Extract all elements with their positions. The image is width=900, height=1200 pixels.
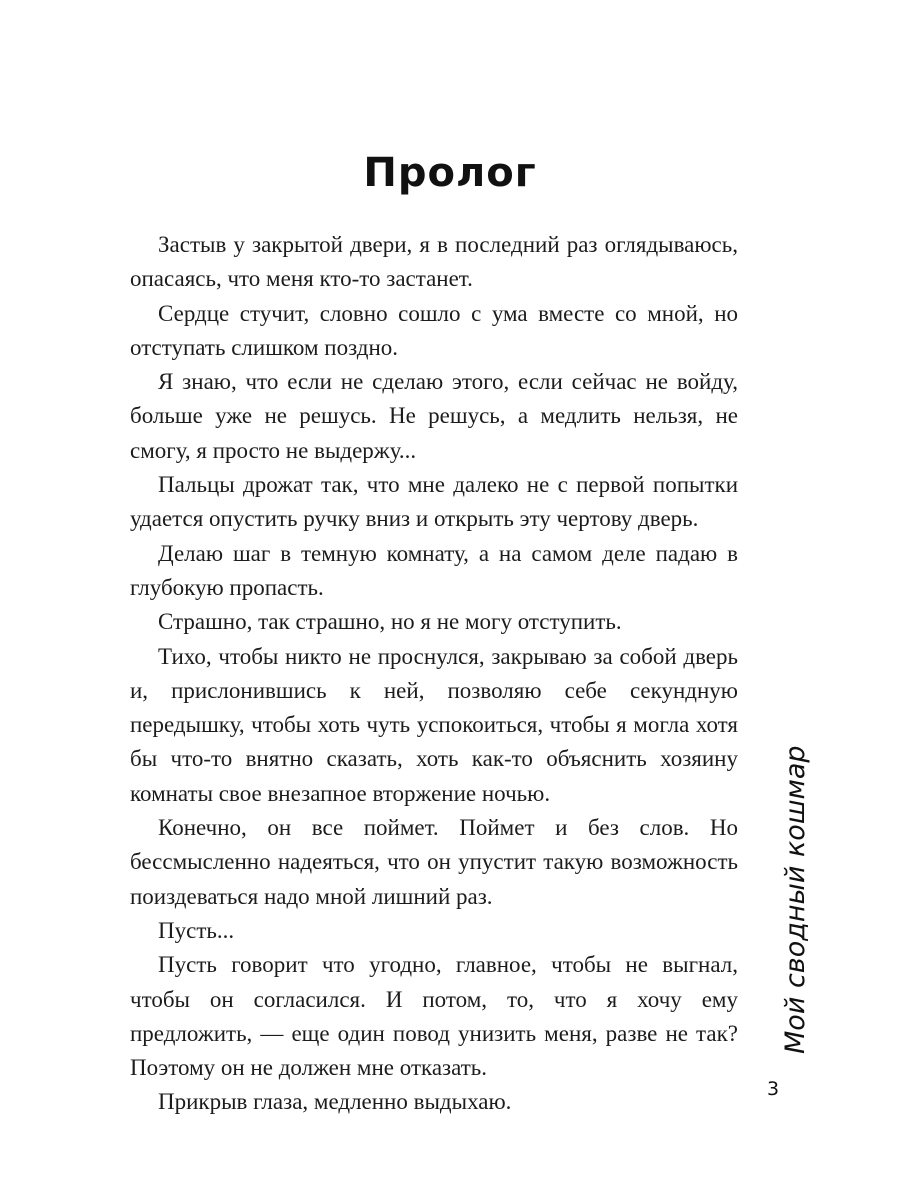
page-number: 3 bbox=[766, 1078, 780, 1100]
paragraph: Прикрыв глаза, медленно выдыхаю. bbox=[158, 1089, 512, 1115]
paragraph: Пусть... bbox=[158, 917, 235, 943]
paragraph: Застыв у закрытой двери, я в последний раз оглядываюсь, опасаясь, что меня кто-то застанет. bbox=[130, 232, 738, 292]
chapter-title: Пролог bbox=[363, 150, 537, 196]
paragraph: Пальцы дрожат так, что мне далеко не с первой попытки удается опустить ручку вниз и открыть эту чертову дверь. bbox=[130, 472, 738, 532]
paragraph: Пусть говорит что угодно, главное, чтобы не выгнал, чтобы он согласился. И потом, то, что я хочу ему предложить, — еще один повод унизить меня, разве не так? Поэтому он не должен мне отказать. bbox=[130, 952, 738, 1081]
paragraph: Конечно, он все поймет. Поймет и без слов. Но бессмысленно надеяться, что он упустит такую возможность поиздеваться надо мной лишний раз. bbox=[130, 815, 738, 909]
chapter-body bbox=[130, 228, 738, 1120]
paragraph: Я знаю, что если не сделаю этого, если сейчас не войду, больше уже не решусь. Не решусь, а медлить нельзя, не смогу, я просто не выдержу... bbox=[130, 369, 738, 463]
running-title: Мой сводный кошмар bbox=[780, 745, 811, 1054]
paragraph: Страшно, так страшно, но я не могу отступить. bbox=[158, 609, 622, 635]
paragraph: Делаю шаг в темную комнату, а на самом деле падаю в глубокую пропасть. bbox=[130, 540, 738, 600]
paragraph: Сердце стучит, словно сошло с ума вместе со мной, но отступать слишком поздно. bbox=[130, 300, 738, 360]
paragraph: Тихо, чтобы никто не проснулся, закрываю за собой дверь и, прислонившись к ней, позволяю себе секундную передышку, чтобы хоть чуть успокоиться, чтобы я могла хотя бы что-то внятно сказать, хоть как-то объяснить хозяину комнаты свое внезапное вторжение ночью. bbox=[130, 643, 738, 806]
